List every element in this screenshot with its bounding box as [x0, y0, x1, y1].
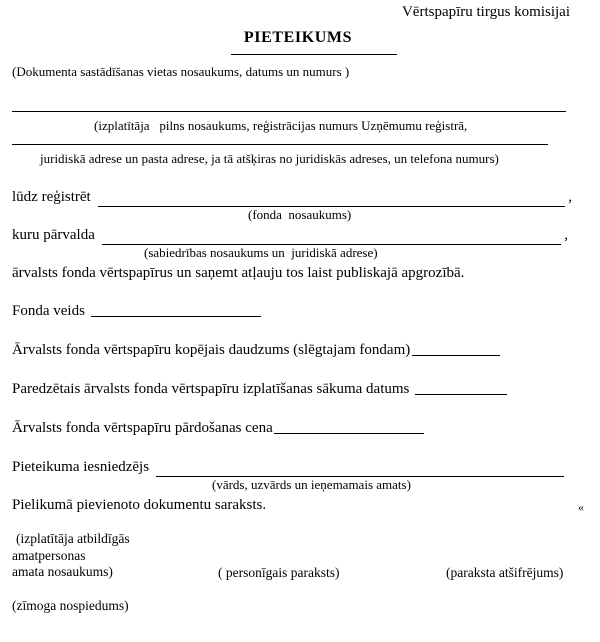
total-amount-row	[12, 340, 584, 361]
fund-type-label: Fonda veids	[12, 303, 85, 319]
total-amount-label: Ārvalsts fonda vērtspapīru kopējais daudzums (slēgtajam fondam)	[12, 342, 411, 358]
applicant-label: Pieteikuma iesniedzējs	[12, 459, 150, 475]
signature-left-column	[12, 531, 218, 581]
issuer-blank-line-1	[12, 111, 566, 112]
issuer-caption-line-2: juridiskā adrese un pasta adrese, ja tā atšķiras no juridiskās adreses, un telefona numurs)	[40, 151, 499, 166]
issuer-caption-line-1: (izplatītāja pilns nosaukums, reģistrācijas numurs Uzņēmumu reģistrā,	[94, 118, 468, 133]
signature-official-caption-2: amatpersonas	[12, 547, 86, 563]
signature-official-caption-1: (izplatītāja atbildīgās	[16, 531, 130, 546]
register-comma: ,	[568, 189, 572, 205]
sale-price-row	[12, 418, 584, 439]
sale-price-blank-line	[274, 418, 424, 434]
managed-by-row	[12, 225, 568, 245]
applicant-caption: (vārds, uzvārds un ieņemamais amats)	[212, 477, 411, 492]
seal-caption: (zīmoga nospiedums)	[12, 597, 129, 613]
start-date-label: Paredzētais ārvalsts fonda vērtspapīru izplatīšanas sākuma datums	[12, 381, 410, 397]
sale-price-label: Ārvalsts fonda vērtspapīru pārdošanas cena	[12, 420, 273, 436]
stray-quote-mark: «	[578, 500, 584, 514]
start-date-row	[12, 379, 584, 400]
signature-official-caption-3: amata nosaukums)	[12, 564, 113, 579]
managed-comma: ,	[564, 227, 568, 243]
managed-by-label: kuru pārvalda	[12, 227, 95, 243]
attachments-row	[12, 495, 584, 517]
title-blank-line	[231, 54, 397, 55]
signature-transcript-caption: (paraksta atšifrējums)	[446, 564, 564, 580]
register-request-label: lūdz reģistrēt	[12, 189, 91, 205]
fund-type-blank-line	[91, 301, 261, 317]
personal-signature-caption: ( personīgais paraksts)	[218, 564, 340, 580]
start-date-blank-line	[415, 379, 507, 395]
fund-type-row	[12, 301, 584, 322]
issuer-blank-line-2	[12, 144, 548, 145]
attachments-label: Pielikumā pievienoto dokumentu saraksts.	[12, 497, 267, 513]
fund-name-caption: (fonda nosaukums)	[248, 207, 352, 222]
management-company-caption: (sabiedrības nosaukums un juridiskā adrese)	[144, 245, 378, 260]
document-place-caption: (Dokumenta sastādīšanas vietas nosaukums, datums un numurs )	[12, 64, 350, 79]
request-statement: ārvalsts fonda vērtspapīrus un saņemt atļauju tos laist publiskajā apgrozībā.	[12, 265, 465, 281]
total-amount-blank-line	[412, 340, 500, 356]
register-request-row	[12, 187, 572, 207]
applicant-row	[12, 457, 564, 477]
addressee-line: Vērtspapīru tirgus komisijai	[401, 4, 570, 20]
document-title: PIETEIKUMS	[243, 29, 353, 46]
signature-block	[12, 531, 584, 581]
